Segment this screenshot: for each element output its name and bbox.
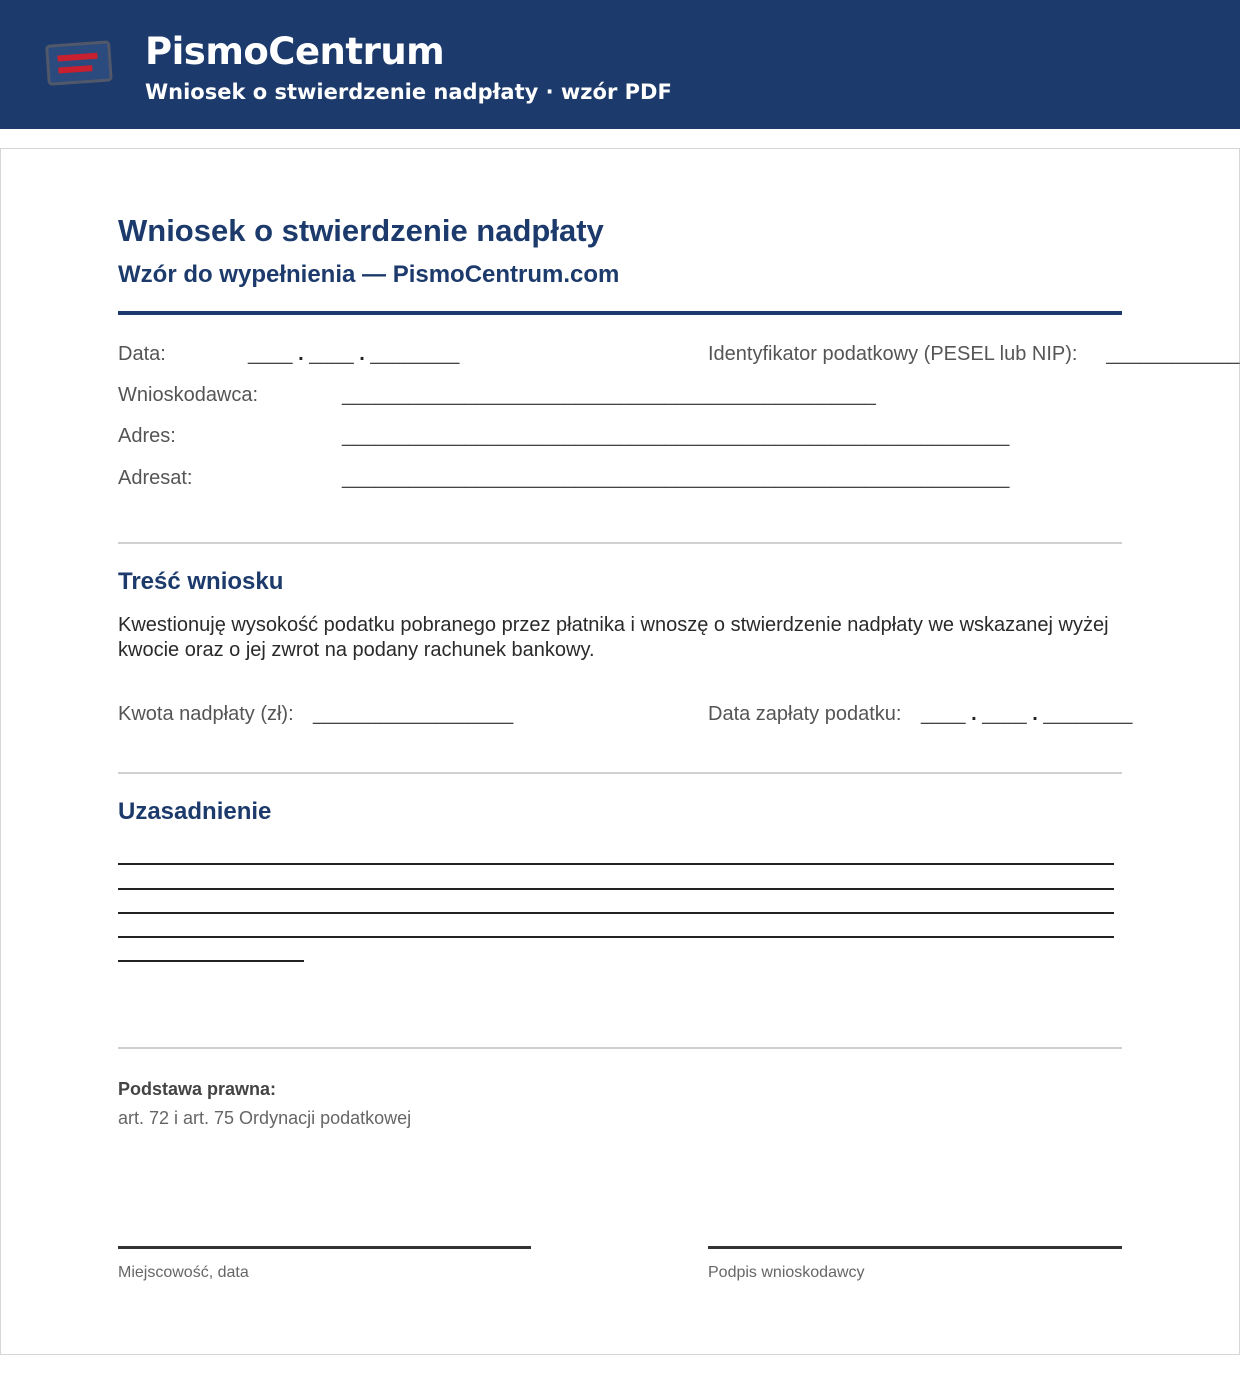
- addressee-blank: ____________________________________________________________: [342, 467, 1010, 489]
- legal-basis-text: art. 72 i art. 75 Ordynacji podatkowej: [118, 1108, 412, 1128]
- paydate-label: Data zapłaty podatku:: [708, 703, 902, 725]
- signature-line: [708, 1246, 1122, 1249]
- title-divider: [118, 311, 1122, 315]
- date-separator: .: [971, 703, 977, 725]
- date-field: [248, 343, 459, 366]
- section-divider: [118, 542, 1122, 544]
- taxid-label: Identyfikator podatkowy (PESEL lub NIP):: [708, 343, 1078, 365]
- brand-name[interactable]: PismoCentrum: [145, 30, 445, 73]
- paydate-field: [921, 703, 1132, 726]
- justification-title: Uzasadnienie: [118, 798, 272, 825]
- date-separator: .: [1032, 703, 1038, 725]
- content-text: Kwestionuję wysokość podatku pobranego przez płatnika i wnoszę o stwierdzenie nadpłaty we wskazanej wyżej kwocie oraz o jej zwrot na podany rachunek bankowy.: [118, 614, 1109, 661]
- section-divider: [118, 1047, 1122, 1049]
- applicant-blank: ________________________________________________: [342, 384, 876, 406]
- date-year-blank: ________: [370, 343, 460, 365]
- address-blank: ____________________________________________________________: [342, 425, 1010, 447]
- date-separator: .: [298, 343, 304, 365]
- justification-line: [118, 912, 1114, 914]
- paydate-month-blank: ____: [982, 703, 1027, 725]
- document-title: Wniosek o stwierdzenie nadpłaty: [118, 213, 604, 248]
- legal-basis-title: Podstawa prawna:: [118, 1079, 277, 1099]
- amount-blank: __________________: [313, 703, 514, 725]
- address-label: Adres:: [118, 425, 176, 447]
- section-divider: [118, 772, 1122, 774]
- addressee-label: Adresat:: [118, 467, 193, 489]
- site-header: [0, 0, 1240, 129]
- paydate-year-blank: ________: [1043, 703, 1133, 725]
- date-month-blank: ____: [309, 343, 354, 365]
- content-section-title: Treść wniosku: [118, 568, 284, 595]
- date-separator: .: [359, 343, 365, 365]
- place-date-label: Miejscowość, data: [118, 1264, 249, 1281]
- justification-line: [118, 936, 1114, 938]
- signature-label: Podpis wnioskodawcy: [708, 1264, 865, 1281]
- document-logo-icon: [44, 38, 116, 90]
- place-date-line: [118, 1246, 531, 1249]
- date-label: Data:: [118, 343, 166, 365]
- date-day-blank: ____: [248, 343, 293, 365]
- document-sheet: [0, 148, 1240, 1355]
- document-subtitle: Wzór do wypełnienia — PismoCentrum.com: [118, 261, 620, 288]
- applicant-label: Wnioskodawca:: [118, 384, 259, 406]
- taxid-blank: ____________: [1106, 343, 1240, 365]
- paydate-day-blank: ____: [921, 703, 966, 725]
- justification-line: [118, 863, 1114, 865]
- justification-line: [118, 888, 1114, 890]
- justification-line: [118, 960, 304, 962]
- header-subtitle: Wniosek o stwierdzenie nadpłaty · wzór PDF: [145, 80, 672, 104]
- amount-label: Kwota nadpłaty (zł):: [118, 703, 294, 725]
